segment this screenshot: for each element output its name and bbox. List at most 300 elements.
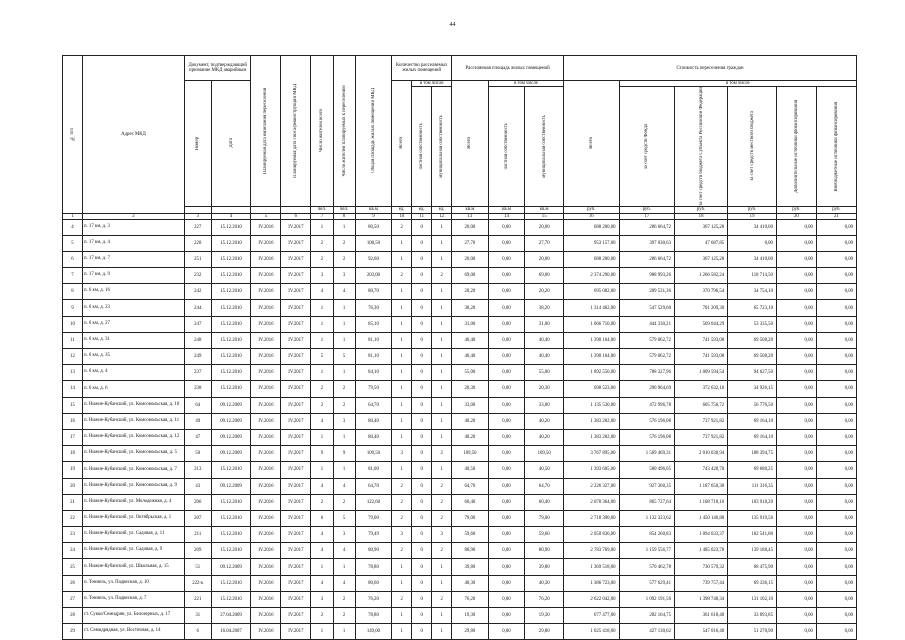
cell-cost-extra: 0,00 (816, 365, 856, 381)
cell-doc-date: 15.12.2010 (211, 219, 251, 235)
cell-row-number: 23 (63, 527, 83, 543)
cell-cost-regional: 367 125,28 (674, 219, 727, 235)
cell-cost-extra: 0,00 (816, 624, 856, 640)
cell-cost-fund: 1 132 323,62 (619, 510, 674, 526)
header-cost-local: за счет средств местного бюджета (728, 87, 777, 207)
cell-residents: 6 (311, 510, 333, 526)
cell-residents-planned: 3 (333, 268, 355, 284)
cell-premises-private: 0 (412, 365, 432, 381)
cell-area-private: 0,00 (488, 219, 525, 235)
cell-residents: 2 (311, 608, 333, 624)
cell-residents: 1 (311, 300, 333, 316)
cell-premises-private: 0 (412, 219, 432, 235)
cell-residents-planned: 2 (333, 591, 355, 607)
cell-cost-fund: 927 360,35 (619, 478, 674, 494)
cell-address: ст. Семидрядная, ул. Восточная, д. 14 (82, 624, 184, 640)
cell-address: п. Нижне-Кубанский, ул. Садовая, д. 9 (82, 543, 184, 559)
cell-premises-private: 0 (412, 462, 432, 478)
cell-relocation-date: IV.2016 (251, 332, 281, 348)
cell-cost-additional: 0,00 (776, 235, 816, 251)
cell-cost-regional: 605 756,72 (674, 397, 727, 413)
cell-premises-municipal: 3 (432, 527, 452, 543)
cell-cost-total: 1 066 710,00 (564, 316, 619, 332)
cell-area-total: 109,50 (452, 446, 489, 462)
cell-address: п. Нижне-Кубанский, ул. Комсомольская, д. 7 (82, 462, 184, 478)
header-premises-count-group: Количество расселяемых жилых помещений (392, 56, 452, 81)
cell-residents-planned: 2 (333, 251, 355, 267)
header-cost-total: Всего (564, 81, 619, 207)
cell-cost-extra: 0,00 (816, 300, 856, 316)
table-row (63, 559, 857, 575)
cell-cost-additional: 0,00 (776, 429, 816, 445)
cell-area-total: 64,70 (452, 478, 489, 494)
cell-area-private: 0,00 (488, 284, 525, 300)
cell-total-area: 108,50 (355, 235, 392, 251)
cell-area-private: 0,00 (488, 235, 525, 251)
cell-area-private: 0,00 (488, 494, 525, 510)
table-row (63, 608, 857, 624)
cell-demolition-date: IV.2017 (281, 397, 311, 413)
cell-demolition-date: IV.2017 (281, 429, 311, 445)
table-row (63, 332, 857, 348)
cell-cost-additional: 0,00 (776, 251, 816, 267)
cell-demolition-date: IV.2017 (281, 446, 311, 462)
cell-cost-local: 94 627,50 (728, 365, 777, 381)
cell-row-number: 9 (63, 300, 83, 316)
cell-residents: 2 (311, 235, 333, 251)
cell-demolition-date: IV.2017 (281, 478, 311, 494)
cell-cost-regional: 1 450 146,88 (674, 510, 727, 526)
cell-doc-number: 237 (184, 365, 211, 381)
cell-address: п. 6 км, д. 4 (82, 365, 184, 381)
header-units-row: чел. чел. кв.м ед. ед. ед. кв.м кв.м кв.м руб. руб. руб. руб. руб. руб. (63, 206, 857, 213)
cell-cost-local: 69 164,10 (728, 429, 777, 445)
cell-area-municipal: 31,00 (525, 316, 564, 332)
cell-area-private: 0,00 (488, 543, 525, 559)
cell-cost-local: 53 335,50 (728, 316, 777, 332)
cell-relocation-date: IV.2016 (251, 624, 281, 640)
table-row (63, 413, 857, 429)
header-planned-demolition: Планируемая дата сноса/реконструкции МКД (281, 56, 311, 207)
cell-cost-local: 69 508,20 (728, 332, 777, 348)
cell-area-total: 59,60 (452, 527, 489, 543)
cell-cost-total: 698 523,00 (564, 381, 619, 397)
table-row (63, 543, 857, 559)
cell-premises-municipal: 1 (432, 332, 452, 348)
cell-residents: 2 (311, 251, 333, 267)
cell-residents: 1 (311, 332, 333, 348)
cell-cost-local: 65 723,10 (728, 300, 777, 316)
cell-residents: 2 (311, 381, 333, 397)
cell-area-total: 40,20 (452, 413, 489, 429)
cell-address: п. 6 км, д. 16 (82, 284, 184, 300)
cell-row-number: 19 (63, 462, 83, 478)
cell-cost-total: 1 383 282,00 (564, 429, 619, 445)
cell-cost-regional: 1 187 650,30 (674, 478, 727, 494)
cell-premises-count: 1 (392, 365, 412, 381)
cell-premises-private: 0 (412, 527, 432, 543)
cell-cost-additional: 0,00 (776, 349, 816, 365)
table-row (63, 429, 857, 445)
cell-relocation-date: IV.2016 (251, 300, 281, 316)
cell-cost-extra: 0,00 (816, 510, 856, 526)
cell-premises-count: 2 (392, 219, 412, 235)
cell-area-total: 40,20 (452, 429, 489, 445)
cell-cost-additional: 0,00 (776, 413, 816, 429)
cell-row-number: 16 (63, 413, 83, 429)
cell-doc-date: 15.12.2010 (211, 300, 251, 316)
cell-address: п. Нижне-Кубанский, ул. Комсомольская, д. 11 (82, 413, 184, 429)
cell-row-number: 26 (63, 575, 83, 591)
cell-doc-date: 15.12.2010 (211, 235, 251, 251)
cell-premises-count: 1 (392, 284, 412, 300)
cell-residents: 4 (311, 413, 333, 429)
header-doc-date: Дата (211, 81, 251, 207)
table-row (63, 235, 857, 251)
cell-cost-additional: 0,00 (776, 446, 816, 462)
cell-premises-private: 0 (412, 510, 432, 526)
cell-cost-additional: 0,00 (776, 478, 816, 494)
cell-cost-additional: 0,00 (776, 300, 816, 316)
cell-premises-municipal: 1 (432, 559, 452, 575)
cell-area-municipal: 29,80 (525, 624, 564, 640)
cell-doc-date: 09.12.2009 (211, 413, 251, 429)
cell-residents: 1 (311, 559, 333, 575)
header-count-total: Всего (392, 81, 412, 207)
cell-residents: 1 (311, 462, 333, 478)
cell-cost-extra: 0,00 (816, 349, 856, 365)
cell-doc-date: 15.12.2010 (211, 381, 251, 397)
cell-cost-regional: 1 485 023,78 (674, 543, 727, 559)
cell-total-area: 80,70 (355, 284, 392, 300)
cell-residents-planned: 4 (333, 478, 355, 494)
cell-cost-extra: 0,00 (816, 494, 856, 510)
cell-cost-local: 51 270,90 (728, 624, 777, 640)
cell-residents: 4 (311, 543, 333, 559)
cell-cost-total: 1 025 418,00 (564, 624, 619, 640)
cell-total-area: 81,00 (355, 462, 392, 478)
cell-cost-regional: 730 579,32 (674, 559, 727, 575)
cell-area-municipal: 40,20 (525, 429, 564, 445)
cell-area-total: 40,50 (452, 462, 489, 478)
cell-premises-private: 0 (412, 397, 432, 413)
cell-cost-additional: 0,00 (776, 575, 816, 591)
relocation-table (62, 55, 857, 640)
cell-residents-planned: 1 (333, 300, 355, 316)
cell-demolition-date: IV.2017 (281, 413, 311, 429)
cell-cost-extra: 0,00 (816, 559, 856, 575)
cell-area-total: 39,80 (452, 559, 489, 575)
cell-demolition-date: IV.2017 (281, 300, 311, 316)
cell-premises-municipal: 2 (432, 494, 452, 510)
cell-area-municipal: 20,30 (525, 381, 564, 397)
header-count-municipal: муниципальная собственность (432, 87, 452, 207)
cell-residents: 4 (311, 575, 333, 591)
cell-relocation-date: IV.2016 (251, 478, 281, 494)
cell-area-municipal: 59,60 (525, 527, 564, 543)
header-planned-relocation: Планируемая дата окончания переселения (251, 56, 281, 207)
cell-cost-fund: 444 330,21 (619, 316, 674, 332)
cell-doc-number: 249 (184, 349, 211, 365)
cell-cost-extra: 0,00 (816, 235, 856, 251)
cell-total-area: 81,10 (355, 349, 392, 365)
cell-doc-date: 15.12.2010 (211, 349, 251, 365)
cell-area-total: 69,00 (452, 268, 489, 284)
cell-doc-number: 207 (184, 510, 211, 526)
cell-area-municipal: 38,20 (525, 300, 564, 316)
cell-premises-count: 1 (392, 608, 412, 624)
cell-area-total: 80,90 (452, 543, 489, 559)
cell-cost-regional: 1 094 033,37 (674, 527, 727, 543)
cell-premises-private: 0 (412, 575, 432, 591)
cell-total-area: 64,70 (355, 478, 392, 494)
cell-premises-municipal: 1 (432, 429, 452, 445)
cell-address: п. Тоннель, ул. Подвесная, д. 7 (82, 591, 184, 607)
cell-cost-total: 1 383 282,00 (564, 413, 619, 429)
header-area-private: частная собственность (488, 87, 525, 207)
cell-premises-count: 1 (392, 397, 412, 413)
cell-relocation-date: IV.2016 (251, 381, 281, 397)
header-count-private: частная собственность (412, 87, 432, 207)
cell-premises-municipal: 2 (432, 478, 452, 494)
cell-cost-extra: 0,00 (816, 332, 856, 348)
cell-premises-municipal: 2 (432, 543, 452, 559)
cell-doc-number: 51 (184, 559, 211, 575)
cell-cost-local: 118 714,50 (728, 268, 777, 284)
cell-premises-count: 1 (392, 413, 412, 429)
cell-row-number: 28 (63, 608, 83, 624)
cell-doc-date: 15.12.2010 (211, 365, 251, 381)
cell-premises-count: 1 (392, 381, 412, 397)
cell-relocation-date: IV.2016 (251, 510, 281, 526)
cell-row-number: 6 (63, 251, 83, 267)
cell-premises-count: 1 (392, 559, 412, 575)
table-row (63, 462, 857, 478)
cell-residents: 5 (311, 349, 333, 365)
cell-demolition-date: IV.2017 (281, 543, 311, 559)
cell-area-total: 76,20 (452, 591, 489, 607)
cell-total-area: 80,50 (355, 219, 392, 235)
cell-premises-count: 2 (392, 510, 412, 526)
cell-row-number: 18 (63, 446, 83, 462)
cell-area-total: 60,40 (452, 494, 489, 510)
cell-residents: 9 (311, 446, 333, 462)
table-row (63, 349, 857, 365)
cell-doc-number: 31 (184, 608, 211, 624)
cell-doc-date: 09.12.2009 (211, 397, 251, 413)
cell-relocation-date: IV.2016 (251, 235, 281, 251)
cell-premises-municipal: 1 (432, 397, 452, 413)
cell-premises-municipal: 1 (432, 624, 452, 640)
cell-row-number: 10 (63, 316, 83, 332)
cell-cost-fund: 282 164,75 (619, 608, 674, 624)
cell-doc-number: 248 (184, 332, 211, 348)
cell-area-private: 0,00 (488, 365, 525, 381)
cell-cost-extra: 0,00 (816, 608, 856, 624)
cell-cost-additional: 0,00 (776, 332, 816, 348)
cell-premises-private: 0 (412, 268, 432, 284)
cell-row-number: 20 (63, 478, 83, 494)
cell-residents-planned: 2 (333, 397, 355, 413)
cell-relocation-date: IV.2016 (251, 494, 281, 510)
cell-cost-fund: 788 327,96 (619, 365, 674, 381)
cell-cost-regional: 737 921,82 (674, 413, 727, 429)
cell-cost-extra: 0,00 (816, 251, 856, 267)
cell-residents: 1 (311, 219, 333, 235)
cell-demolition-date: IV.2017 (281, 251, 311, 267)
cell-relocation-date: IV.2016 (251, 219, 281, 235)
cell-cost-extra: 0,00 (816, 478, 856, 494)
cell-cost-total: 1 390 164,00 (564, 332, 619, 348)
cell-premises-private: 0 (412, 559, 432, 575)
cell-row-number: 17 (63, 429, 83, 445)
cell-premises-private: 0 (412, 349, 432, 365)
cell-doc-date: 15.12.2010 (211, 591, 251, 607)
cell-total-area: 76,20 (355, 591, 392, 607)
cell-residents-planned: 2 (333, 381, 355, 397)
cell-premises-municipal: 1 (432, 251, 452, 267)
cell-residents: 4 (311, 284, 333, 300)
cell-demolition-date: IV.2017 (281, 608, 311, 624)
cell-demolition-date: IV.2017 (281, 349, 311, 365)
cell-total-area: 79,50 (355, 381, 392, 397)
cell-total-area: 79,49 (355, 527, 392, 543)
cell-area-private: 0,00 (488, 332, 525, 348)
cell-residents: 1 (311, 624, 333, 640)
table-row (63, 316, 857, 332)
cell-residents-planned: 1 (333, 559, 355, 575)
cell-area-municipal: 19,30 (525, 608, 564, 624)
cell-address: п. 17 км, д. 3 (82, 219, 184, 235)
cell-area-municipal: 27,70 (525, 235, 564, 251)
table-row (63, 591, 857, 607)
cell-row-number: 14 (63, 381, 83, 397)
cell-cost-local: 69 164,10 (728, 413, 777, 429)
cell-demolition-date: IV.2017 (281, 462, 311, 478)
cell-doc-number: 6 (184, 624, 211, 640)
cell-cost-extra: 0,00 (816, 462, 856, 478)
header-cost-group: Стоимость переселения граждан (564, 56, 857, 81)
cell-cost-regional: 361 618,40 (674, 608, 727, 624)
cell-cost-extra: 0,00 (816, 527, 856, 543)
cell-area-private: 0,00 (488, 300, 525, 316)
cell-row-number: 13 (63, 365, 83, 381)
cell-address: п. Нижне-Кубанский, ул. Комсомольская, д. 9 (82, 478, 184, 494)
cell-total-area: 109,50 (355, 446, 392, 462)
cell-premises-private: 0 (412, 284, 432, 300)
cell-premises-count: 1 (392, 429, 412, 445)
cell-doc-date: 15.12.2010 (211, 575, 251, 591)
cell-cost-total: 1 386 723,00 (564, 575, 619, 591)
cell-area-total: 55,00 (452, 365, 489, 381)
header-cost-additional: Дополнительные источники финансирования (776, 87, 816, 207)
cell-premises-count: 2 (392, 591, 412, 607)
cell-premises-count: 1 (392, 349, 412, 365)
cell-area-private: 0,00 (488, 575, 525, 591)
cell-cost-additional: 0,00 (776, 381, 816, 397)
cell-demolition-date: IV.2017 (281, 365, 311, 381)
cell-address: п. 6 км, д. 6 (82, 381, 184, 397)
cell-premises-count: 3 (392, 527, 412, 543)
cell-area-private: 0,00 (488, 478, 525, 494)
cell-cost-extra: 0,00 (816, 219, 856, 235)
cell-total-area: 78,80 (355, 608, 392, 624)
cell-cost-regional: 737 921,82 (674, 429, 727, 445)
cell-cost-additional: 0,00 (776, 316, 816, 332)
cell-premises-municipal: 1 (432, 316, 452, 332)
cell-doc-date: 15.12.2010 (211, 251, 251, 267)
cell-row-number: 27 (63, 591, 83, 607)
cell-doc-number: 64 (184, 397, 211, 413)
cell-cost-regional: 372 632,16 (674, 381, 727, 397)
header-address: Адрес МКД (82, 56, 184, 214)
cell-relocation-date: IV.2016 (251, 527, 281, 543)
cell-cost-fund: 290 964,69 (619, 381, 674, 397)
cell-cost-local: 34 410,00 (728, 219, 777, 235)
cell-doc-date: 09.12.2009 (211, 429, 251, 445)
cell-cost-local: 34 754,10 (728, 284, 777, 300)
table-row (63, 494, 857, 510)
cell-area-municipal: 80,90 (525, 543, 564, 559)
cell-address: п. Нижне-Кубанский, ул. Октябрьская, д. 1 (82, 510, 184, 526)
cell-cost-local: 69 508,20 (728, 349, 777, 365)
cell-cost-total: 695 082,00 (564, 284, 619, 300)
cell-cost-extra: 0,00 (816, 591, 856, 607)
cell-residents-planned: 1 (333, 624, 355, 640)
header-area-municipal: муниципальная собственность (525, 87, 564, 207)
cell-cost-total: 1 390 164,00 (564, 349, 619, 365)
cell-cost-additional: 0,00 (776, 510, 816, 526)
cell-cost-regional: 1 009 594,54 (674, 365, 727, 381)
cell-premises-municipal: 1 (432, 381, 452, 397)
cell-doc-date: 15.12.2010 (211, 462, 251, 478)
cell-doc-number: 209 (184, 543, 211, 559)
cell-doc-number: 221 (184, 591, 211, 607)
cell-cost-local: 56 776,50 (728, 397, 777, 413)
cell-area-private: 0,00 (488, 349, 525, 365)
table-row (63, 251, 857, 267)
cell-cost-regional: 547 016,48 (674, 624, 727, 640)
cell-residents-planned: 4 (333, 543, 355, 559)
header-area-total: Всего (452, 81, 489, 207)
cell-area-total: 40,40 (452, 349, 489, 365)
cell-premises-private: 0 (412, 251, 432, 267)
cell-demolition-date: IV.2017 (281, 575, 311, 591)
cell-area-municipal: 76,20 (525, 591, 564, 607)
cell-area-private: 0,00 (488, 429, 525, 445)
cell-cost-fund: 579 062,72 (619, 349, 674, 365)
cell-cost-local: 102 541,80 (728, 527, 777, 543)
cell-address: п. Нижне-Кубанский, ул. Садовая, д. 11 (82, 527, 184, 543)
cell-area-total: 20,00 (452, 251, 489, 267)
cell-relocation-date: IV.2016 (251, 462, 281, 478)
table-row (63, 365, 857, 381)
cell-total-area: 80,40 (355, 413, 392, 429)
cell-cost-extra: 0,00 (816, 413, 856, 429)
cell-cost-regional: 47 687,85 (674, 235, 727, 251)
cell-address: п. 6 км, д. 27 (82, 316, 184, 332)
header-cost-incl: в том числе (619, 81, 856, 87)
cell-residents: 4 (311, 527, 333, 543)
cell-doc-date: 15.12.2010 (211, 494, 251, 510)
cell-residents-planned: 5 (333, 510, 355, 526)
cell-doc-date: 09.12.2009 (211, 478, 251, 494)
cell-premises-private: 0 (412, 316, 432, 332)
cell-cost-regional: 569 044,29 (674, 316, 727, 332)
cell-row-number: 21 (63, 494, 83, 510)
cell-cost-extra: 0,00 (816, 284, 856, 300)
cell-doc-date: 15.12.2010 (211, 268, 251, 284)
